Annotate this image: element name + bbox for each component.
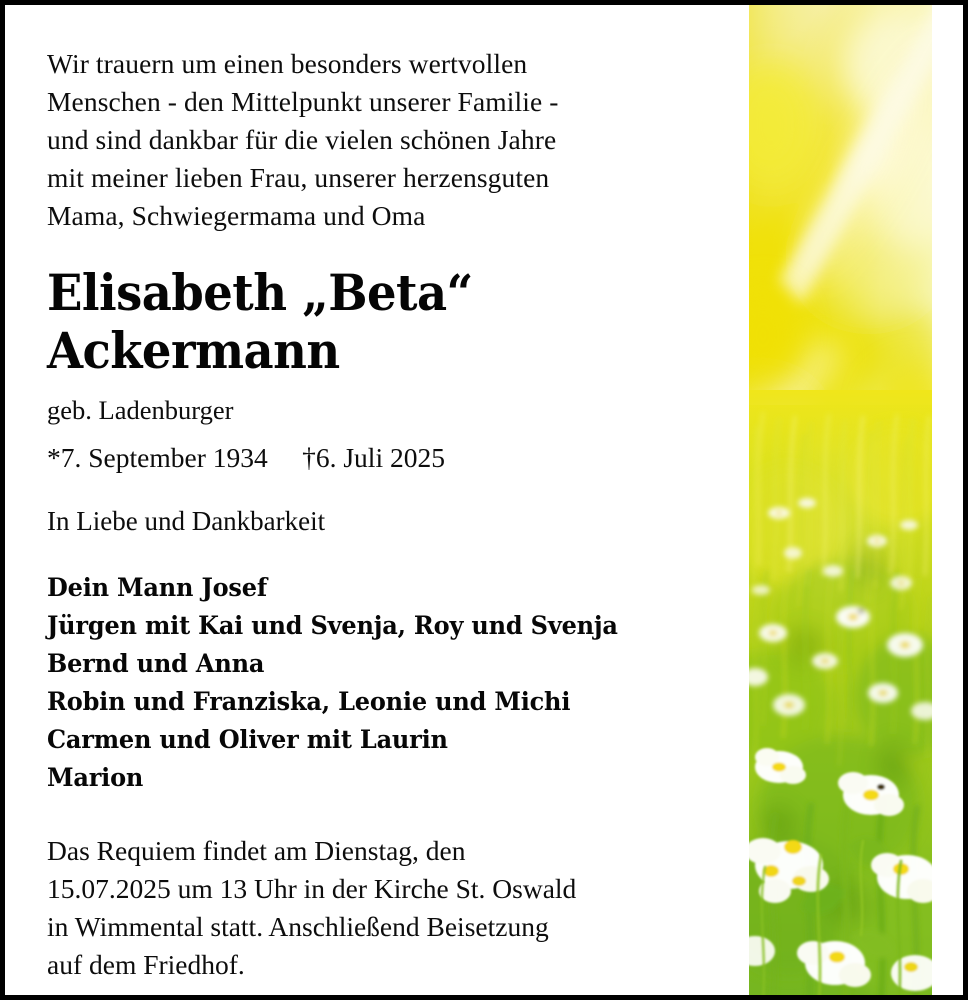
family-line: Dein Mann Josef (47, 573, 267, 602)
deceased-name-line: Elisabeth „Beta“ (47, 263, 473, 322)
family-line: Jürgen mit Kai und Svenja, Roy und Svenja (47, 611, 618, 640)
service-line: Das Requiem findet am Dienstag, den (47, 835, 466, 866)
family-names (47, 569, 688, 797)
deceased-surname-line: Ackermann (47, 321, 340, 380)
intro-line: mit meiner lieben Frau, unserer herzensguten (47, 162, 550, 193)
intro-line: Wir trauern um einen besonders wertvollen (47, 48, 528, 79)
family-line: Carmen und Oliver mit Laurin (47, 725, 448, 754)
intro-line: Mama, Schwiegermama und Oma (47, 200, 426, 231)
deceased-name (47, 264, 668, 380)
life-dates: *7. September 1934 †6. Juli 2025 (47, 442, 445, 473)
service-line: 15.07.2025 um 13 Uhr in der Kirche St. Oswald (47, 873, 577, 904)
family-line: Bernd und Anna (47, 649, 265, 678)
service-line: in Wimmental statt. Anschließend Beisetzung (47, 911, 549, 942)
maiden-name: geb. Ladenburger (47, 395, 234, 425)
meadow-photo-svg (749, 5, 932, 1000)
service-line: auf dem Friedhof. (47, 949, 245, 980)
dedication-text: In Liebe und Dankbarkeit (47, 506, 326, 536)
family-line: Marion (47, 763, 144, 792)
meadow-daisies-photo (749, 5, 932, 1000)
text-column (47, 45, 715, 984)
intro-line: Menschen - den Mittelpunkt unserer Familie - (47, 86, 559, 117)
funeral-service-details (47, 832, 715, 984)
intro-line: und sind dankbar für die vielen schönen Jahre (47, 124, 557, 155)
family-line: Robin und Franziska, Leonie und Michi (47, 687, 571, 716)
intro-paragraph (47, 45, 715, 235)
